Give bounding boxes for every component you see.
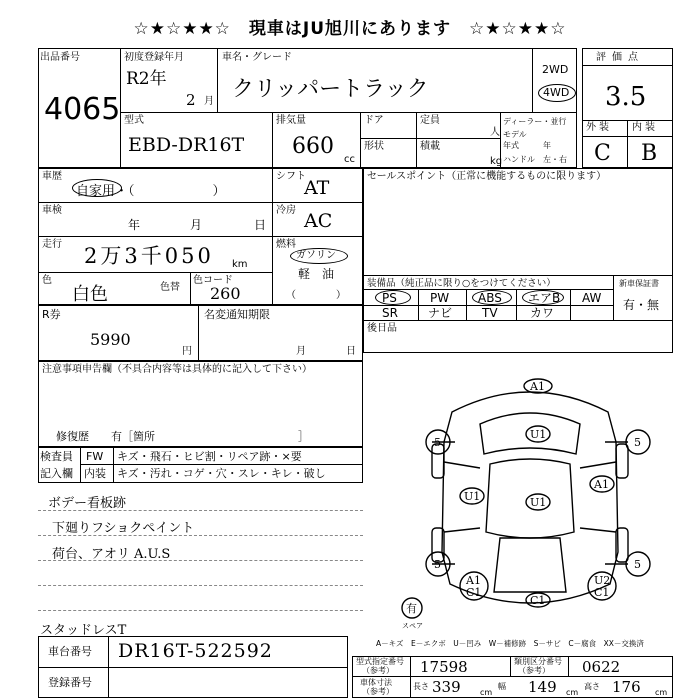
width-unit: cm: [566, 688, 579, 697]
mark-hood: U1: [530, 428, 547, 441]
sales-point-frame: [363, 168, 673, 353]
type-designation-label: 型式指定番号: [356, 657, 404, 666]
height-value: 176: [612, 678, 641, 696]
lot-number-label: 出品番号: [40, 52, 80, 63]
inspector-note-1: ボデー看板跡: [48, 496, 127, 511]
grade-value: 3.5: [605, 82, 647, 112]
displacement-label: 排気量: [276, 115, 306, 126]
shift-value: AT: [304, 177, 330, 199]
model-value: EBD-DR16T: [128, 134, 245, 156]
bed-outline: [494, 538, 566, 592]
color-change-label: 色替: [160, 282, 180, 293]
type-designation-value: 17598: [420, 658, 468, 676]
fw-label: FW: [86, 450, 104, 463]
dealer-line1: ディーラー・並行: [503, 117, 567, 126]
length-label: 長さ: [413, 682, 429, 691]
inspection-month: 月: [190, 218, 203, 232]
capacity-unit: 人: [490, 127, 500, 138]
category-number-value: 0622: [582, 658, 621, 676]
recycle-unit: 円: [182, 346, 192, 357]
inspector-note-2: 下廻りフショクペイント: [52, 521, 195, 536]
dealer-line2: モデル: [503, 130, 527, 139]
equip-pw: PW: [430, 291, 450, 305]
car-name-label: 車名・グレード: [222, 52, 292, 63]
displacement-value: 660: [292, 134, 334, 159]
exterior-value: C: [594, 141, 611, 166]
length-value: 339: [432, 678, 461, 696]
wheel-front-left: [432, 444, 444, 478]
mark-rear-left2: C1: [466, 586, 482, 599]
sales-point-label: セールスポイント（正常に機能するものに限ります）: [367, 171, 607, 182]
warranty-value: 有・無: [623, 298, 660, 312]
inspection-year: 年: [128, 218, 141, 232]
recycle-frame: [38, 305, 363, 361]
drive-2wd: 2WD: [542, 63, 569, 76]
shape-label: 形状: [364, 141, 384, 152]
dealer-line3: 年式 年: [503, 141, 551, 150]
equip-tv: TV: [482, 306, 498, 320]
width-label: 幅: [498, 682, 506, 691]
chassis-value: DR16T-522592: [118, 640, 273, 662]
interior-value: B: [641, 141, 658, 166]
mark-bed: U1: [530, 496, 547, 509]
fuel-light-oil: 軽 油: [298, 267, 335, 281]
tire-fl: 5: [434, 436, 441, 449]
height-unit: cm: [655, 688, 668, 697]
load-label: 積載: [420, 141, 440, 152]
exterior-label: 外装: [586, 122, 612, 133]
fuel-other: （ ）: [286, 290, 346, 301]
model-label: 型式: [124, 115, 144, 126]
inspection-label: 車検: [42, 205, 62, 216]
mark-top: A1: [530, 380, 545, 393]
mark-rear-right: U2: [594, 574, 611, 587]
inspector-label2: 記入欄: [40, 467, 73, 480]
inspector-note-3: 荷台、アオリ A.U.S: [52, 547, 171, 562]
color-label: 色: [42, 275, 52, 286]
fuel-gasoline: ガソリン: [296, 250, 336, 261]
warranty-label: 新車保証書: [619, 279, 659, 288]
notes-label: 注意事項申告欄（不具合内容等は具体的に記入して下さい）: [42, 364, 312, 375]
mark-right-side: A1: [594, 478, 609, 491]
dimensions-sub: （参考）: [362, 687, 394, 696]
color-code-value: 260: [210, 284, 241, 303]
recycle-label: R券: [42, 308, 61, 321]
spare-value: 有: [406, 602, 417, 615]
spare-caption: スペア: [402, 622, 423, 630]
capacity-label: 定員: [420, 115, 440, 126]
mileage-unit: km: [232, 259, 248, 270]
recycle-value: 5990: [90, 330, 131, 349]
equip-ps: PS: [382, 291, 397, 305]
history-label: 車歴: [42, 171, 62, 182]
registration-label: 登録番号: [48, 676, 92, 689]
type-designation-sub: （参考）: [362, 666, 394, 675]
interior-defect-label: 内装: [84, 467, 106, 480]
equip-sr: SR: [382, 306, 398, 320]
first-reg-year: R2年: [126, 69, 167, 89]
length-unit: cm: [480, 688, 493, 697]
cooler-value: AC: [304, 210, 333, 232]
equip-airbag: エアB: [528, 291, 561, 305]
category-number-sub: （参考）: [518, 666, 550, 675]
mark-cab-left: U1: [464, 490, 481, 503]
shift-label: シフト: [276, 171, 306, 182]
grade-label: 評価点: [596, 52, 644, 63]
lot-number-value: 4065: [44, 92, 121, 127]
car-diagram: [380, 372, 680, 634]
mileage-label: 走行: [42, 239, 62, 250]
fw-items: キズ・飛石・ヒビ割・リペア跡・×要: [117, 450, 302, 463]
repair-history: 修復歴 有［箇所 ］: [56, 430, 309, 443]
equip-leather: カワ: [530, 306, 555, 320]
interior-label: 内装: [632, 122, 658, 133]
load-unit: kg: [490, 156, 503, 167]
mark-rear-right2: C1: [594, 586, 610, 599]
equip-abs-circle: [472, 290, 512, 305]
fuel-label: 燃料: [276, 239, 296, 250]
displacement-unit: cc: [344, 154, 355, 165]
height-label: 高さ: [584, 682, 600, 691]
car-name-value: クリッパートラック: [232, 77, 429, 102]
mark-rear-left: A1: [466, 574, 481, 587]
category-number-label: 類別区分番号: [514, 657, 562, 666]
tire-rl: 5: [434, 558, 441, 571]
first-reg-month-unit: 月: [204, 96, 214, 107]
interior-defect-items: キズ・汚れ・コゲ・穴・スレ・キレ・破し: [117, 467, 326, 480]
equip-navi: ナビ: [428, 306, 453, 320]
equip-ps-circle: [375, 290, 411, 305]
banner: ☆★☆★★☆ 現車はJU旭川にあります ☆★☆★★☆: [133, 19, 567, 39]
tire-rr: 5: [634, 558, 641, 571]
width-value: 149: [528, 678, 557, 696]
rear-items-label: 後日品: [367, 323, 397, 334]
notice-month: 月: [296, 346, 306, 357]
equip-aw: AW: [582, 291, 602, 305]
wheel-front-right: [616, 444, 628, 478]
equip-airbag-circle: [522, 290, 564, 305]
notice-day: 日: [346, 346, 356, 357]
tire-fr: 5: [634, 436, 641, 449]
drive-4wd: 4WD: [543, 86, 570, 99]
mileage-value: 2万3千050: [84, 244, 214, 268]
color-code-label: 色コード: [193, 275, 233, 286]
dealer-line4: ハンドル 左・右: [503, 155, 567, 164]
dimensions-label: 車体寸法: [360, 678, 392, 687]
color-value: 白色: [72, 284, 108, 305]
cooler-label: 冷房: [276, 205, 296, 216]
equipment-label: 装備品（純正品に限り○をつけてください）: [367, 278, 556, 289]
first-reg-label: 初度登録年月: [124, 52, 184, 63]
history-value: 自家用・（ ）: [76, 184, 226, 199]
inspector-label1: 検査員: [40, 450, 73, 463]
door-label: ドア: [364, 115, 384, 126]
mark-rear: C1: [530, 594, 546, 607]
damage-legend: A－キズ E－エクボ U－凹み W－補修跡 S－サビ C－腐食 XX－交換済: [376, 639, 644, 648]
first-reg-month-value: 2: [186, 91, 196, 109]
inspection-day: 日: [254, 218, 267, 232]
equip-abs: ABS: [478, 291, 502, 305]
studless-note: スタッドレスT: [40, 623, 127, 638]
chassis-label: 車台番号: [48, 645, 92, 658]
notice-deadline-label: 名変通知期限: [204, 308, 270, 321]
